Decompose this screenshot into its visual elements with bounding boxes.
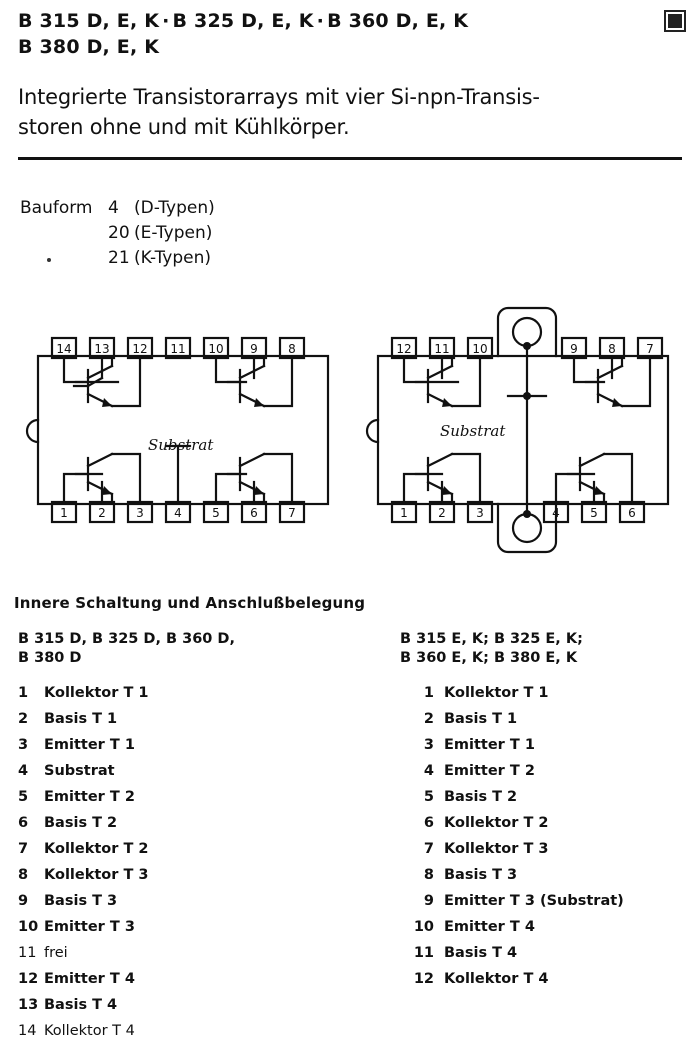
left-top-pin-1: 14 [56,342,72,356]
subtitle-line-1: Integrierte Transistorarrays mit vier Si-npn-Transis- [18,85,540,109]
right-top-pin-6: 7 [646,342,654,356]
right-top-pin-3: 10 [472,342,488,356]
right-package [367,308,668,552]
pin-number: 7 [423,841,434,857]
pin-label: Kollektor T 3 [44,867,149,883]
left-bottom-pin-4: 4 [174,506,182,520]
title-part-1: B 315 D, E, K [18,10,160,32]
table-row [400,758,700,784]
left-bottom-pin-1: 1 [60,506,68,520]
bauform-number-3: 21 [108,248,130,268]
bauform-row-2 [20,221,215,246]
title-part-2: B 325 D, E, K [172,10,314,32]
table-row [18,940,348,966]
pin-number: 13 [18,997,39,1013]
pin-label: Emitter T 2 [444,763,535,779]
pin-label: Kollektor T 1 [444,685,549,701]
table-row [400,706,700,732]
right-top-pin-1: 12 [396,342,412,356]
right-bottom-pin-1: 1 [400,506,408,520]
right-bottom-pin-4: 4 [552,506,560,520]
pin-numbers [56,342,653,520]
table-row [400,914,700,940]
pin-label: Basis T 3 [44,893,118,909]
table-row [400,836,700,862]
pin-number: 9 [423,893,434,909]
pin-number: 8 [18,867,29,883]
pin-table-right-heading [400,630,700,668]
left-bottom-pin-3: 3 [136,506,144,520]
left-top-pin-3: 12 [132,342,148,356]
pin-number: 7 [18,841,29,857]
pin-table-left-heading-line1: B 315 D, B 325 D, B 360 D, [18,631,235,647]
table-row [18,1018,348,1044]
table-row [18,966,348,992]
title-line-1 [18,8,658,34]
pin-number: 10 [413,919,434,935]
pin-number: 14 [18,1023,37,1039]
pin-label: Kollektor T 4 [44,1023,135,1039]
title-line-2: B 380 D, E, K [18,36,160,58]
pin-number: 1 [423,685,434,701]
pin-label: Kollektor T 1 [44,685,149,701]
title-block [18,8,658,60]
pin-label: Emitter T 4 [44,971,135,987]
pin-number: 12 [413,971,434,987]
pin-number: 3 [18,737,29,753]
package-diagrams [0,278,700,588]
bauform-number-2: 20 [108,223,130,243]
pin-label: Kollektor T 3 [444,841,549,857]
horizontal-rule [18,157,682,160]
pin-table-left-heading-line2: B 380 D [18,650,82,666]
corner-mark-icon [666,12,684,30]
left-bottom-pin-2: 2 [98,506,106,520]
pin-label: Substrat [44,763,115,779]
pin-number: 6 [423,815,434,831]
bauform-row-1 [20,196,215,221]
package-diagram-svg [0,278,700,588]
pin-number: 11 [18,945,37,961]
pin-number: 9 [18,893,29,909]
pin-number: 5 [18,789,29,805]
pin-table-right-heading-line1: B 315 E, K; B 325 E, K; [400,631,583,647]
table-row [400,888,700,914]
pin-table-left [18,630,348,1044]
pin-number: 5 [423,789,434,805]
title-separator-1: · [162,10,170,32]
right-substrate-label: Substrat [440,422,506,440]
stray-dot [47,258,51,262]
pin-number: 4 [423,763,434,779]
pin-number: 1 [18,685,29,701]
pin-number: 4 [18,763,29,779]
right-bottom-pin-5: 5 [590,506,598,520]
table-row [18,784,348,810]
table-row [18,680,348,706]
pin-table-left-heading [18,630,348,668]
pin-label: Basis T 2 [44,815,118,831]
table-row [18,758,348,784]
pin-label: Basis T 4 [444,945,518,961]
table-row [18,706,348,732]
pin-table-right-heading-line2: B 360 E, K; B 380 E, K [400,650,578,666]
left-bottom-pin-6: 6 [250,506,258,520]
table-row [18,862,348,888]
section-heading: Innere Schaltung und Anschlußbelegung [14,594,366,612]
table-row [400,680,700,706]
table-row [18,810,348,836]
table-row [400,810,700,836]
table-row [400,940,700,966]
pin-label: Emitter T 3 [44,919,135,935]
title-separator-2: · [316,10,325,32]
bauform-label: Bauform [20,198,93,218]
right-bottom-pin-6: 6 [628,506,636,520]
pin-label: Basis T 1 [44,711,118,727]
left-top-pin-7: 8 [288,342,296,356]
bauform-text-1: (D-Typen) [134,198,215,218]
left-top-pin-6: 9 [250,342,258,356]
pin-number: 8 [423,867,434,883]
pin-number: 6 [18,815,29,831]
pin-label: Emitter T 1 [44,737,135,753]
subtitle [18,82,678,142]
pin-label: Basis T 4 [44,997,118,1013]
table-row [18,888,348,914]
left-top-pin-5: 10 [208,342,224,356]
pin-number: 12 [18,971,39,987]
pin-label: Basis T 3 [444,867,518,883]
right-bottom-pin-3: 3 [476,506,484,520]
title-part-3: B 360 D, E, K [327,10,469,32]
table-row [400,732,700,758]
pin-label: frei [44,945,68,961]
pin-label: Emitter T 1 [444,737,535,753]
pin-label: Kollektor T 2 [44,841,149,857]
right-top-pin-4: 9 [570,342,578,356]
pin-number: 3 [423,737,434,753]
left-top-pin-2: 13 [94,342,110,356]
table-row [18,914,348,940]
left-package [27,338,328,522]
left-substrate-label: Substrat [148,436,214,454]
table-row [18,992,348,1018]
left-bottom-pin-7: 7 [288,506,296,520]
pin-label: Basis T 1 [444,711,518,727]
pin-label: Emitter T 3 (Substrat) [444,893,624,909]
pin-label: Kollektor T 2 [444,815,549,831]
table-row [400,862,700,888]
pin-table-right [400,630,700,992]
bauform-text-3: (K-Typen) [134,248,212,268]
table-row [400,966,700,992]
table-row [18,732,348,758]
right-top-pin-2: 11 [434,342,450,356]
left-bottom-pin-5: 5 [212,506,220,520]
left-top-pin-4: 11 [170,342,186,356]
table-row [400,784,700,810]
pin-number: 10 [18,919,39,935]
right-bottom-pin-2: 2 [438,506,446,520]
pin-label: Basis T 2 [444,789,518,805]
right-top-pin-5: 8 [608,342,616,356]
pin-label: Emitter T 2 [44,789,135,805]
bauform-number-1: 4 [108,198,119,218]
pin-number: 2 [423,711,434,727]
pin-number: 11 [413,945,434,961]
bauform-text-2: (E-Typen) [134,223,213,243]
pin-number: 2 [18,711,29,727]
pin-label: Emitter T 4 [444,919,535,935]
subtitle-line-2: storen ohne und mit Kühlkörper. [18,115,350,139]
table-row [18,836,348,862]
pin-label: Kollektor T 4 [444,971,549,987]
